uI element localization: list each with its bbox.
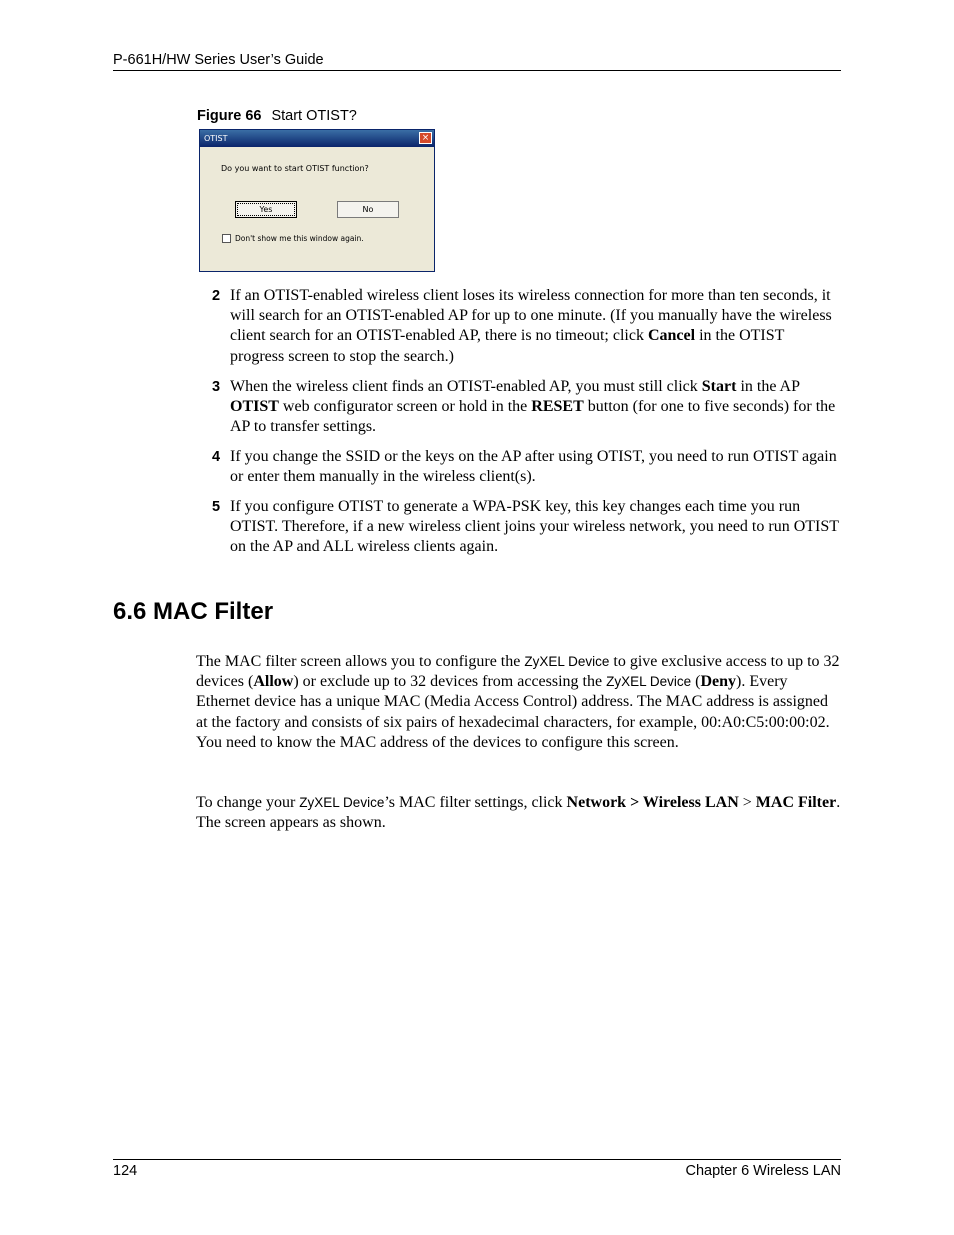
device-name: ZyXEL Device	[606, 674, 692, 690]
figure-caption	[197, 108, 357, 124]
text-run: in the OTIST progress screen to stop the search.)	[230, 327, 785, 365]
text-run: button (for one to five seconds) for the AP to transfer settings.	[230, 398, 836, 436]
step-4	[212, 447, 842, 487]
step-text	[230, 447, 842, 487]
device-name: ZyXEL Device	[524, 654, 610, 669]
bold-term: Network > Wireless LAN	[566, 794, 739, 811]
text-run: ) or exclude up to 32 devices from accessing the	[293, 673, 607, 691]
bold-term: Allow	[253, 673, 294, 691]
text-run: web configurator screen or hold in the	[278, 398, 532, 416]
dialog-title: OTIST	[204, 134, 228, 143]
text-run: in the AP	[736, 378, 800, 395]
bold-term: RESET	[531, 398, 584, 416]
text-run: When the wireless client finds an OTIST-enabled AP, you must still click	[230, 378, 702, 395]
step-number: 2	[212, 288, 221, 304]
running-header	[113, 52, 841, 71]
otist-dialog-screenshot	[199, 129, 435, 272]
dont-show-row	[222, 234, 364, 243]
dialog-titlebar	[200, 130, 434, 147]
text-run: If an OTIST-enabled wireless client loses its wireless connection for more than ten seconds, it will search for an OTIST-enabled AP for up to one minute. (If you manually have the wireless client search for an OTIST-enabled AP, there is no timeout; click	[230, 287, 832, 345]
step-text	[230, 497, 842, 558]
chapter-title: Chapter 6 Wireless LAN	[685, 1163, 841, 1179]
page-number: 124	[113, 1163, 138, 1179]
text-run: to give exclusive access to up to 32 devices (	[196, 653, 840, 691]
step-2	[212, 286, 842, 367]
step-text	[230, 286, 842, 367]
bold-term: MAC Filter	[755, 794, 837, 811]
guide-title: P-661H/HW Series User’s Guide	[113, 52, 324, 68]
dialog-question: Do you want to start OTIST function?	[221, 164, 369, 173]
bold-term: Deny	[700, 673, 737, 691]
dont-show-label: Don't show me this window again.	[235, 234, 364, 243]
yes-button[interactable]: Yes	[235, 201, 297, 218]
text-run: . The screen appears as shown.	[196, 794, 841, 832]
text-run: ’s MAC filter settings, click	[384, 794, 567, 811]
running-footer	[113, 1159, 841, 1179]
bold-term: Start	[701, 378, 737, 395]
step-3	[212, 377, 842, 438]
intro-paragraph	[196, 652, 842, 753]
bold-term: Cancel	[647, 327, 696, 345]
text-run: The MAC filter screen allows you to configure the	[196, 653, 525, 670]
section-heading: 6.6 MAC Filter	[113, 598, 274, 625]
step-text	[230, 377, 842, 438]
text-run: If you change the SSID or the keys on the AP after using OTIST, you need to run OTIST again or enter them manually in the wireless client(s).	[230, 448, 837, 486]
text-run: ). Every Ethernet device has a unique MAC (Media Access Control) address. The MAC address is assigned at the factory and consists of six pairs of hexadecimal characters, for example, 00:A0:C5:00:00:02. You need to know the MAC address of the devices to configure this screen.	[196, 673, 830, 751]
figure-label: Figure 66	[197, 108, 262, 124]
instructions-paragraph	[196, 793, 842, 833]
step-number: 3	[212, 379, 221, 395]
dont-show-checkbox[interactable]	[222, 234, 231, 243]
close-icon[interactable]: ×	[419, 132, 432, 144]
bold-term: OTIST	[230, 398, 279, 416]
device-name: ZyXEL Device	[299, 795, 385, 810]
step-5	[212, 497, 842, 558]
text-run: >	[738, 794, 756, 811]
figure-title: Start OTIST?	[271, 108, 357, 124]
step-number: 5	[212, 499, 221, 515]
no-button[interactable]: No	[337, 201, 399, 218]
text-run: If you configure OTIST to generate a WPA-PSK key, this key changes each time you run OTIST. Therefore, if a new wireless client joins your wireless network, you need to run OTIST on the AP and ALL wireless clients again.	[230, 498, 839, 556]
text-run: To change your	[196, 794, 300, 811]
step-number: 4	[212, 449, 221, 465]
text-run: (	[691, 673, 701, 691]
